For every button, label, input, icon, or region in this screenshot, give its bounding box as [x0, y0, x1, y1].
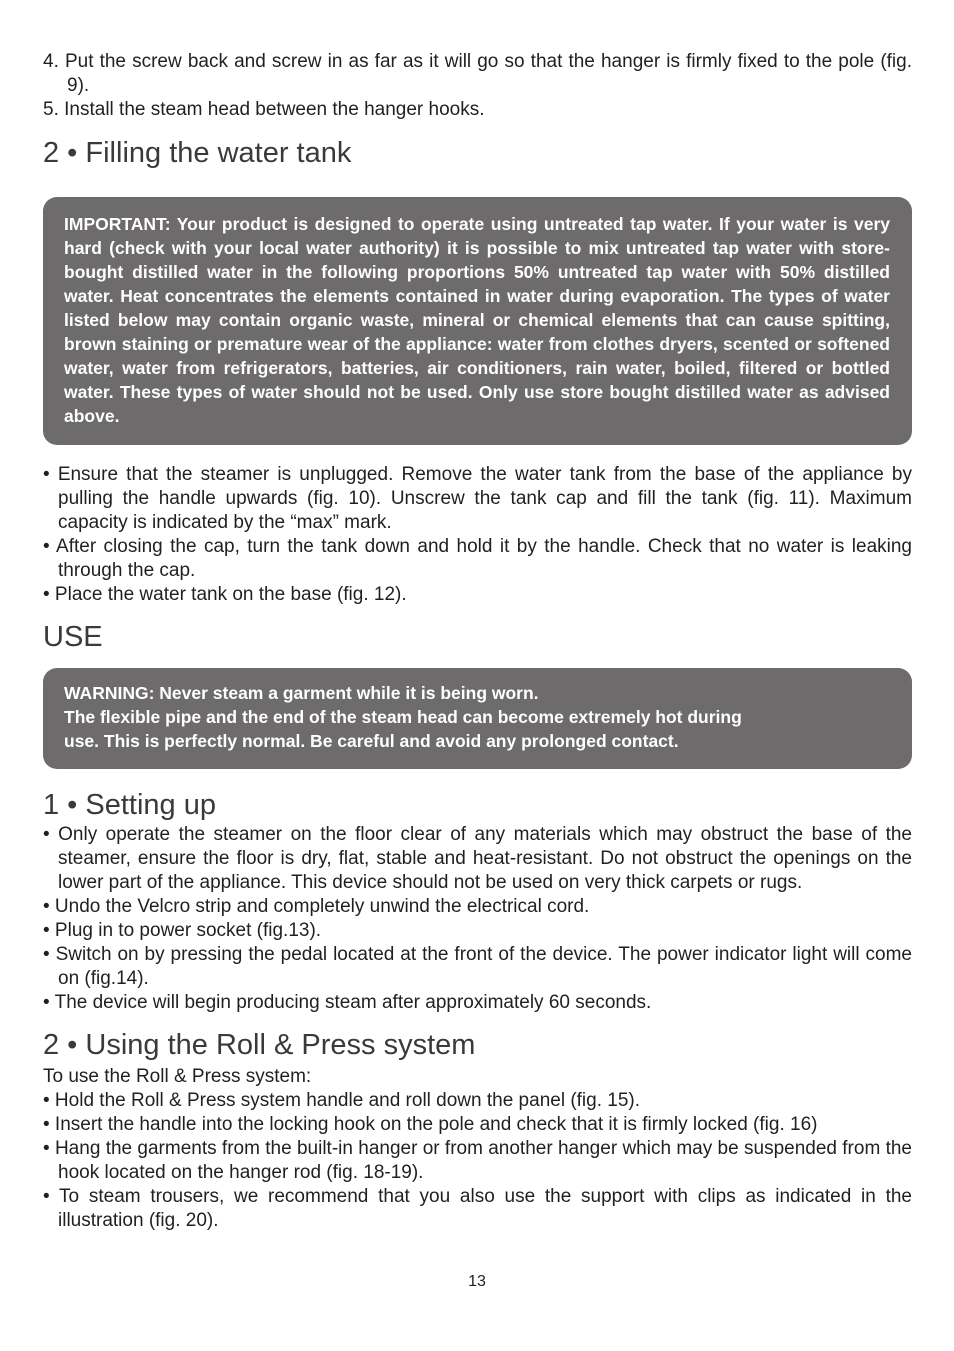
list-item: • Hold the Roll & Press system handle and roll down the panel (fig. 15).	[43, 1090, 641, 1111]
list-item: • After closing the cap, turn the tank down and hold it by the handle. Check that no water is leaking through the cap.	[43, 536, 912, 581]
list-item: • Undo the Velcro strip and completely unwind the electrical cord.	[43, 896, 590, 917]
filling-bullets	[43, 463, 912, 607]
setting-up-bullets	[43, 823, 912, 1015]
list-item: • Insert the handle into the locking hook on the pole and check that it is firmly locked (fig. 16)	[43, 1114, 818, 1135]
section-heading-filling: 2 • Filling the water tank	[43, 137, 352, 169]
roll-press-bullets	[43, 1089, 912, 1233]
section-heading-setting-up: 1 • Setting up	[43, 789, 216, 821]
list-item: • Plug in to power socket (fig.13).	[43, 920, 322, 941]
important-notice-box	[43, 197, 912, 445]
list-item: 4. Put the screw back and screw in as far as it will go so that the hanger is firmly fixed to the pole (fig. 9).	[43, 51, 912, 96]
warning-box	[43, 668, 912, 769]
page-number: 13	[468, 1273, 486, 1290]
list-item: • To steam trousers, we recommend that you also use the support with clips as indicated in the illustration (fig. 20).	[43, 1186, 912, 1231]
list-item: • Switch on by pressing the pedal located at the front of the device. The power indicator light will come on (fig.14).	[43, 944, 912, 989]
section-heading-roll-press: 2 • Using the Roll & Press system	[43, 1029, 476, 1061]
list-item: • Hang the garments from the built-in hanger or from another hanger which may be suspended from the hook located on the hanger rod (fig. 18-19).	[43, 1138, 912, 1183]
section-heading-use: USE	[43, 621, 103, 653]
warning-line: The flexible pipe and the end of the steam head can become extremely hot during	[64, 707, 742, 727]
list-item: • Only operate the steamer on the floor clear of any materials which may obstruct the base of the steamer, ensure the floor is dry, flat, stable and heat-resistant. Do not obstruct the openings on the lower part of the appliance. This device should not be used on very thick carpets or rugs.	[43, 824, 912, 893]
list-item: 5. Install the steam head between the hanger hooks.	[43, 99, 485, 120]
manual-page	[43, 50, 912, 1233]
warning-line: WARNING: Never steam a garment while it is being worn.	[64, 683, 539, 703]
warning-line: use. This is perfectly normal. Be careful and avoid any prolonged contact.	[64, 731, 679, 751]
roll-press-intro: To use the Roll & Press system:	[43, 1066, 312, 1087]
list-item: • Place the water tank on the base (fig. 12).	[43, 584, 407, 605]
important-notice-text: IMPORTANT: Your product is designed to operate using untreated tap water. If your water is very hard (check with your local water authority) it is possible to mix untreated tap water with store-bought distilled water in the following proportions 50% untreated tap water with 50% distilled water. Heat concentrates the elements contained in water during evaporation. The types of water listed below may contain organic waste, mineral or chemical elements that can cause spitting, brown staining or premature wear of the appliance: water from clothes dryers, scented or softened water, water from refrigerators, batteries, air conditioners, rain water, boiled, filtered or bottled water. These types of water should not be used. Only use store bought distilled water as advised above.	[64, 214, 890, 426]
list-item: • The device will begin producing steam after approximately 60 seconds.	[43, 992, 652, 1013]
intro-steps	[43, 50, 912, 122]
list-item: • Ensure that the steamer is unplugged. Remove the water tank from the base of the appliance by pulling the handle upwards (fig. 10). Unscrew the tank cap and fill the tank (fig. 11). Maximum capacity is indicated by the “max” mark.	[43, 464, 912, 533]
